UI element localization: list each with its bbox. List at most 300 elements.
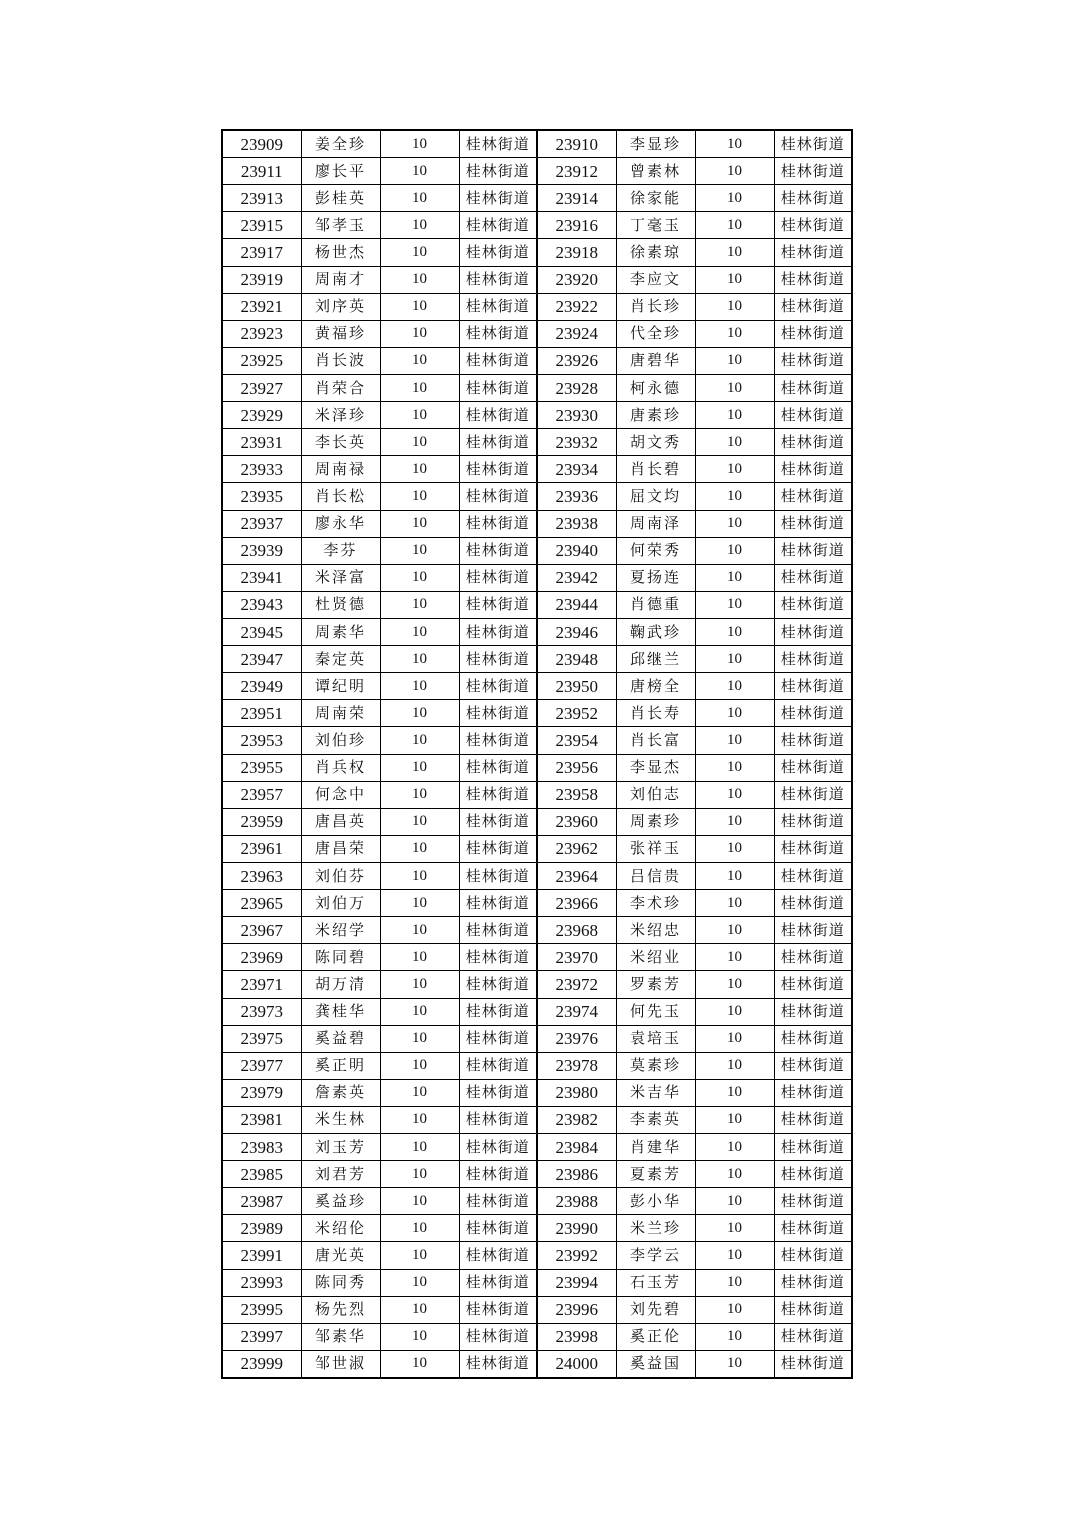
amount: 10 [695,862,774,889]
street-name: 桂林街道 [774,510,852,537]
serial-number: 23979 [222,1079,301,1106]
serial-number: 23936 [537,483,616,510]
amount: 10 [695,971,774,998]
person-name: 米吉华 [616,1079,695,1106]
amount: 10 [380,1025,459,1052]
table-row [222,1188,852,1215]
street-name: 桂林街道 [459,293,537,320]
table-row [222,1350,852,1378]
street-name: 桂林街道 [774,239,852,266]
person-name: 彭桂英 [301,185,380,212]
table-row [222,727,852,754]
serial-number: 23996 [537,1296,616,1323]
serial-number: 23974 [537,998,616,1025]
person-name: 肖长珍 [616,293,695,320]
table-row [222,374,852,401]
table-row [222,185,852,212]
street-name: 桂林街道 [774,266,852,293]
person-name: 李显珍 [616,130,695,158]
person-name: 唐昌荣 [301,835,380,862]
table-row [222,158,852,185]
person-name: 唐光英 [301,1242,380,1269]
person-name: 廖长平 [301,158,380,185]
table-row [222,591,852,618]
table-row [222,1269,852,1296]
person-name: 肖长富 [616,727,695,754]
serial-number: 23942 [537,564,616,591]
serial-number: 23970 [537,944,616,971]
amount: 10 [380,1323,459,1350]
serial-number: 23915 [222,212,301,239]
person-name: 米兰珍 [616,1215,695,1242]
street-name: 桂林街道 [459,591,537,618]
table-row [222,239,852,266]
serial-number: 23912 [537,158,616,185]
street-name: 桂林街道 [774,212,852,239]
table-row [222,1215,852,1242]
table-row [222,429,852,456]
amount: 10 [380,944,459,971]
amount: 10 [380,673,459,700]
person-name: 徐家能 [616,185,695,212]
serial-number: 23983 [222,1134,301,1161]
street-name: 桂林街道 [459,1215,537,1242]
table-row [222,998,852,1025]
person-name: 吕信贵 [616,862,695,889]
person-name: 奚益珍 [301,1188,380,1215]
amount: 10 [695,781,774,808]
table-row [222,1296,852,1323]
street-name: 桂林街道 [459,862,537,889]
person-name: 周南泽 [616,510,695,537]
street-name: 桂林街道 [459,158,537,185]
serial-number: 23987 [222,1188,301,1215]
table-row [222,266,852,293]
street-name: 桂林街道 [459,646,537,673]
street-name: 桂林街道 [774,483,852,510]
amount: 10 [380,266,459,293]
serial-number: 23910 [537,130,616,158]
street-name: 桂林街道 [459,1350,537,1378]
person-name: 唐碧华 [616,347,695,374]
street-name: 桂林街道 [459,510,537,537]
street-name: 桂林街道 [774,781,852,808]
person-name: 刘君芳 [301,1161,380,1188]
table-row [222,1134,852,1161]
amount: 10 [380,890,459,917]
serial-number: 23981 [222,1106,301,1133]
person-name: 刘伯志 [616,781,695,808]
street-name: 桂林街道 [459,890,537,917]
person-name: 何荣秀 [616,537,695,564]
amount: 10 [380,483,459,510]
person-name: 杨先烈 [301,1296,380,1323]
serial-number: 23957 [222,781,301,808]
amount: 10 [380,1269,459,1296]
street-name: 桂林街道 [459,1079,537,1106]
street-name: 桂林街道 [774,1323,852,1350]
roster-body [222,130,852,1378]
serial-number: 23952 [537,700,616,727]
person-name: 石玉芳 [616,1269,695,1296]
person-name: 肖兵权 [301,754,380,781]
table-row [222,700,852,727]
street-name: 桂林街道 [459,483,537,510]
street-name: 桂林街道 [774,1161,852,1188]
amount: 10 [695,564,774,591]
street-name: 桂林街道 [774,1025,852,1052]
street-name: 桂林街道 [459,781,537,808]
amount: 10 [380,1350,459,1378]
street-name: 桂林街道 [774,1242,852,1269]
amount: 10 [695,374,774,401]
street-name: 桂林街道 [459,185,537,212]
street-name: 桂林街道 [774,185,852,212]
amount: 10 [380,429,459,456]
serial-number: 23955 [222,754,301,781]
amount: 10 [380,456,459,483]
serial-number: 23913 [222,185,301,212]
amount: 10 [695,158,774,185]
serial-number: 23916 [537,212,616,239]
street-name: 桂林街道 [774,402,852,429]
street-name: 桂林街道 [459,1161,537,1188]
street-name: 桂林街道 [774,564,852,591]
person-name: 刘伯珍 [301,727,380,754]
person-name: 邹孝玉 [301,212,380,239]
street-name: 桂林街道 [459,1242,537,1269]
person-name: 丁毫玉 [616,212,695,239]
serial-number: 23977 [222,1052,301,1079]
street-name: 桂林街道 [459,320,537,347]
amount: 10 [695,944,774,971]
person-name: 夏素芳 [616,1161,695,1188]
amount: 10 [695,1052,774,1079]
serial-number: 23988 [537,1188,616,1215]
amount: 10 [380,347,459,374]
street-name: 桂林街道 [459,917,537,944]
street-name: 桂林街道 [774,618,852,645]
table-row [222,673,852,700]
person-name: 周南禄 [301,456,380,483]
amount: 10 [380,185,459,212]
amount: 10 [380,564,459,591]
amount: 10 [380,618,459,645]
street-name: 桂林街道 [774,1269,852,1296]
table-row [222,618,852,645]
serial-number: 23966 [537,890,616,917]
serial-number: 23950 [537,673,616,700]
street-name: 桂林街道 [774,591,852,618]
serial-number: 23931 [222,429,301,456]
table-row [222,1106,852,1133]
amount: 10 [695,402,774,429]
amount: 10 [695,266,774,293]
person-name: 邹素华 [301,1323,380,1350]
person-name: 邹世淑 [301,1350,380,1378]
person-name: 刘伯万 [301,890,380,917]
person-name: 谭纪明 [301,673,380,700]
street-name: 桂林街道 [774,700,852,727]
table-row [222,483,852,510]
amount: 10 [380,510,459,537]
person-name: 李应文 [616,266,695,293]
person-name: 唐榜全 [616,673,695,700]
person-name: 何先玉 [616,998,695,1025]
serial-number: 23998 [537,1323,616,1350]
serial-number: 23946 [537,618,616,645]
serial-number: 23918 [537,239,616,266]
amount: 10 [695,537,774,564]
street-name: 桂林街道 [459,944,537,971]
person-name: 黄福珍 [301,320,380,347]
amount: 10 [380,239,459,266]
street-name: 桂林街道 [774,1296,852,1323]
street-name: 桂林街道 [459,402,537,429]
serial-number: 23993 [222,1269,301,1296]
amount: 10 [380,917,459,944]
person-name: 肖长寿 [616,700,695,727]
serial-number: 23927 [222,374,301,401]
serial-number: 23929 [222,402,301,429]
serial-number: 23926 [537,347,616,374]
street-name: 桂林街道 [774,944,852,971]
serial-number: 23986 [537,1161,616,1188]
amount: 10 [380,754,459,781]
serial-number: 23914 [537,185,616,212]
person-name: 柯永德 [616,374,695,401]
amount: 10 [695,1134,774,1161]
serial-number: 23959 [222,808,301,835]
person-name: 周南才 [301,266,380,293]
street-name: 桂林街道 [459,347,537,374]
person-name: 袁培玉 [616,1025,695,1052]
person-name: 秦定英 [301,646,380,673]
table-row [222,456,852,483]
amount: 10 [695,1269,774,1296]
amount: 10 [380,1161,459,1188]
serial-number: 23928 [537,374,616,401]
roster-table [221,129,853,1379]
serial-number: 23934 [537,456,616,483]
person-name: 肖长波 [301,347,380,374]
person-name: 胡万清 [301,971,380,998]
table-row [222,944,852,971]
person-name: 肖荣合 [301,374,380,401]
person-name: 张祥玉 [616,835,695,862]
person-name: 周素珍 [616,808,695,835]
table-row [222,971,852,998]
street-name: 桂林街道 [459,835,537,862]
amount: 10 [380,835,459,862]
street-name: 桂林街道 [459,564,537,591]
street-name: 桂林街道 [774,293,852,320]
street-name: 桂林街道 [459,1188,537,1215]
serial-number: 23992 [537,1242,616,1269]
amount: 10 [695,1025,774,1052]
person-name: 唐素珍 [616,402,695,429]
street-name: 桂林街道 [459,998,537,1025]
street-name: 桂林街道 [459,537,537,564]
serial-number: 23921 [222,293,301,320]
serial-number: 23953 [222,727,301,754]
amount: 10 [380,320,459,347]
amount: 10 [695,1242,774,1269]
person-name: 米绍伦 [301,1215,380,1242]
table-row [222,537,852,564]
person-name: 周素华 [301,618,380,645]
street-name: 桂林街道 [459,1025,537,1052]
person-name: 何念中 [301,781,380,808]
table-row [222,890,852,917]
street-name: 桂林街道 [774,890,852,917]
serial-number: 23982 [537,1106,616,1133]
person-name: 代全珍 [616,320,695,347]
table-row [222,754,852,781]
street-name: 桂林街道 [459,1269,537,1296]
table-row [222,781,852,808]
amount: 10 [695,1296,774,1323]
street-name: 桂林街道 [459,1106,537,1133]
person-name: 廖永华 [301,510,380,537]
person-name: 罗素芳 [616,971,695,998]
street-name: 桂林街道 [774,1134,852,1161]
serial-number: 23990 [537,1215,616,1242]
amount: 10 [695,212,774,239]
amount: 10 [695,808,774,835]
street-name: 桂林街道 [774,971,852,998]
serial-number: 23922 [537,293,616,320]
person-name: 周南荣 [301,700,380,727]
amount: 10 [380,998,459,1025]
street-name: 桂林街道 [459,239,537,266]
table-row [222,130,852,158]
street-name: 桂林街道 [459,374,537,401]
serial-number: 23951 [222,700,301,727]
serial-number: 23909 [222,130,301,158]
amount: 10 [695,483,774,510]
table-row [222,917,852,944]
serial-number: 23917 [222,239,301,266]
person-name: 肖长松 [301,483,380,510]
serial-number: 23969 [222,944,301,971]
person-name: 米绍学 [301,917,380,944]
amount: 10 [380,402,459,429]
person-name: 刘序英 [301,293,380,320]
street-name: 桂林街道 [774,1079,852,1106]
person-name: 徐素琼 [616,239,695,266]
serial-number: 23963 [222,862,301,889]
person-name: 李显杰 [616,754,695,781]
table-row [222,646,852,673]
serial-number: 23948 [537,646,616,673]
person-name: 李长英 [301,429,380,456]
amount: 10 [695,835,774,862]
amount: 10 [380,374,459,401]
serial-number: 23945 [222,618,301,645]
serial-number: 23967 [222,917,301,944]
table-row [222,835,852,862]
amount: 10 [695,591,774,618]
person-name: 米泽富 [301,564,380,591]
serial-number: 23978 [537,1052,616,1079]
person-name: 刘伯芬 [301,862,380,889]
person-name: 李术珍 [616,890,695,917]
street-name: 桂林街道 [459,971,537,998]
amount: 10 [695,998,774,1025]
serial-number: 23971 [222,971,301,998]
table-row [222,1323,852,1350]
serial-number: 23965 [222,890,301,917]
serial-number: 23995 [222,1296,301,1323]
street-name: 桂林街道 [459,1134,537,1161]
street-name: 桂林街道 [459,456,537,483]
street-name: 桂林街道 [459,130,537,158]
person-name: 肖建华 [616,1134,695,1161]
serial-number: 23960 [537,808,616,835]
amount: 10 [380,971,459,998]
street-name: 桂林街道 [774,917,852,944]
street-name: 桂林街道 [774,347,852,374]
table-row [222,1242,852,1269]
amount: 10 [380,212,459,239]
person-name: 杜贤德 [301,591,380,618]
amount: 10 [695,1350,774,1378]
amount: 10 [380,808,459,835]
person-name: 李芬 [301,537,380,564]
amount: 10 [695,917,774,944]
serial-number: 23973 [222,998,301,1025]
amount: 10 [695,1188,774,1215]
person-name: 杨世杰 [301,239,380,266]
serial-number: 23964 [537,862,616,889]
table-row [222,402,852,429]
person-name: 曾素林 [616,158,695,185]
street-name: 桂林街道 [774,320,852,347]
person-name: 龚桂华 [301,998,380,1025]
table-row [222,564,852,591]
person-name: 奚益碧 [301,1025,380,1052]
street-name: 桂林街道 [774,998,852,1025]
person-name: 肖长碧 [616,456,695,483]
amount: 10 [380,646,459,673]
person-name: 詹素英 [301,1079,380,1106]
person-name: 姜全珍 [301,130,380,158]
serial-number: 23991 [222,1242,301,1269]
amount: 10 [380,1215,459,1242]
amount: 10 [695,185,774,212]
serial-number: 23997 [222,1323,301,1350]
street-name: 桂林街道 [459,1296,537,1323]
serial-number: 23919 [222,266,301,293]
table-row [222,1052,852,1079]
amount: 10 [695,754,774,781]
street-name: 桂林街道 [459,1323,537,1350]
street-name: 桂林街道 [774,130,852,158]
person-name: 奚正明 [301,1052,380,1079]
amount: 10 [695,646,774,673]
street-name: 桂林街道 [774,429,852,456]
table-row [222,808,852,835]
serial-number: 23962 [537,835,616,862]
serial-number: 23938 [537,510,616,537]
person-name: 鞠武珍 [616,618,695,645]
serial-number: 23989 [222,1215,301,1242]
person-name: 夏扬连 [616,564,695,591]
street-name: 桂林街道 [459,212,537,239]
person-name: 彭小华 [616,1188,695,1215]
amount: 10 [695,320,774,347]
